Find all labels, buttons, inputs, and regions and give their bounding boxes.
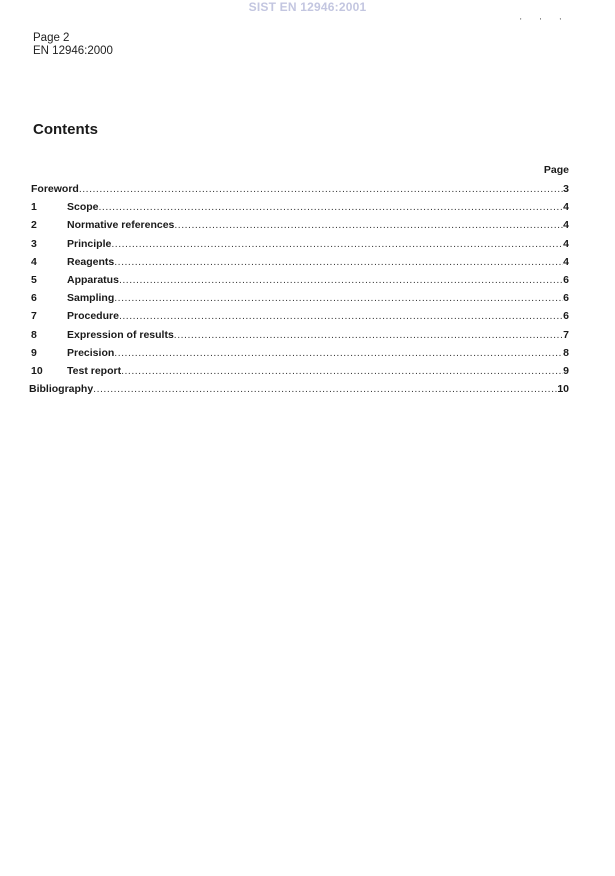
toc-entry-page: 9 [563,364,569,377]
toc-entry-number: 8 [31,328,37,341]
toc-entry-reagents[interactable] [31,253,569,271]
toc-entry-title: Test report [67,364,122,377]
toc-entry-page: 4 [563,201,569,214]
dot-leader [114,289,563,307]
toc-entry-scope[interactable] [31,198,569,216]
toc-entry-precision[interactable] [31,344,569,362]
dot-leader [99,198,564,216]
toc-entry-bibliography[interactable] [29,380,569,398]
toc-entry-apparatus[interactable] [31,271,569,289]
dot-leader [174,326,563,344]
toc-entry-procedure[interactable] [31,307,569,325]
toc-entry-page: 4 [563,237,569,250]
toc-entry-title: Reagents [67,255,115,268]
dot-leader [119,307,563,325]
contents-title: Contents [33,121,98,138]
toc-entry-number: 6 [31,292,37,305]
toc-entry-number: 2 [31,219,37,232]
toc-entry-title: Expression of results [67,328,174,341]
toc-entry-number: 3 [31,237,37,250]
toc-entry-page: 4 [563,219,569,232]
toc-entry-title: Bibliography [29,383,94,396]
toc-entry-title: Apparatus [67,273,119,286]
toc-entry-test-report[interactable] [31,362,569,380]
watermark: SIST EN 12946:2001 [248,0,367,14]
toc-entry-principle[interactable] [31,235,569,253]
dot-leader [174,216,563,234]
dot-leader [111,235,563,253]
toc-entry-title: Precision [67,346,115,359]
dot-leader [114,344,563,362]
dot-leader [93,380,557,398]
page-header [33,32,113,58]
dot-leader [79,180,563,198]
toc-entry-page: 3 [563,183,569,195]
page-number: Page 2 [33,32,70,44]
toc-entry-page: 10 [557,383,569,396]
scan-specks: ' ' ' [520,17,570,26]
toc-entry-number: 9 [31,346,37,359]
toc-entry-page: 7 [563,328,569,341]
toc-entry-title: Foreword [31,183,79,195]
toc-entry-page: 6 [563,292,569,305]
toc-entry-number: 1 [31,201,37,214]
toc-entry-expression-of-results[interactable] [31,326,569,344]
toc-entry-title: Scope [67,201,99,214]
dot-leader [121,362,563,380]
toc-entry-number: 5 [31,273,37,286]
toc-entry-number: 10 [31,364,43,377]
dot-leader [114,253,563,271]
page-column-label: Page [543,164,569,176]
table-of-contents [31,163,569,398]
toc-entry-sampling[interactable] [31,289,569,307]
toc-entry-number: 4 [31,255,37,268]
toc-entry-number: 7 [31,310,37,323]
toc-entry-page: 6 [563,310,569,323]
toc-entry-title: Principle [67,237,112,250]
toc-entry-normative-references[interactable] [31,216,569,234]
toc-entry-foreword[interactable] [31,180,569,198]
toc-entry-page: 8 [563,346,569,359]
dot-leader [119,271,563,289]
toc-entry-title: Procedure [67,310,119,323]
toc-entry-page: 6 [563,273,569,286]
toc-entry-title: Sampling [67,292,115,305]
toc-entry-title: Normative references [67,219,175,232]
toc-entry-page: 4 [563,255,569,268]
document-id: EN 12946:2000 [33,45,113,57]
